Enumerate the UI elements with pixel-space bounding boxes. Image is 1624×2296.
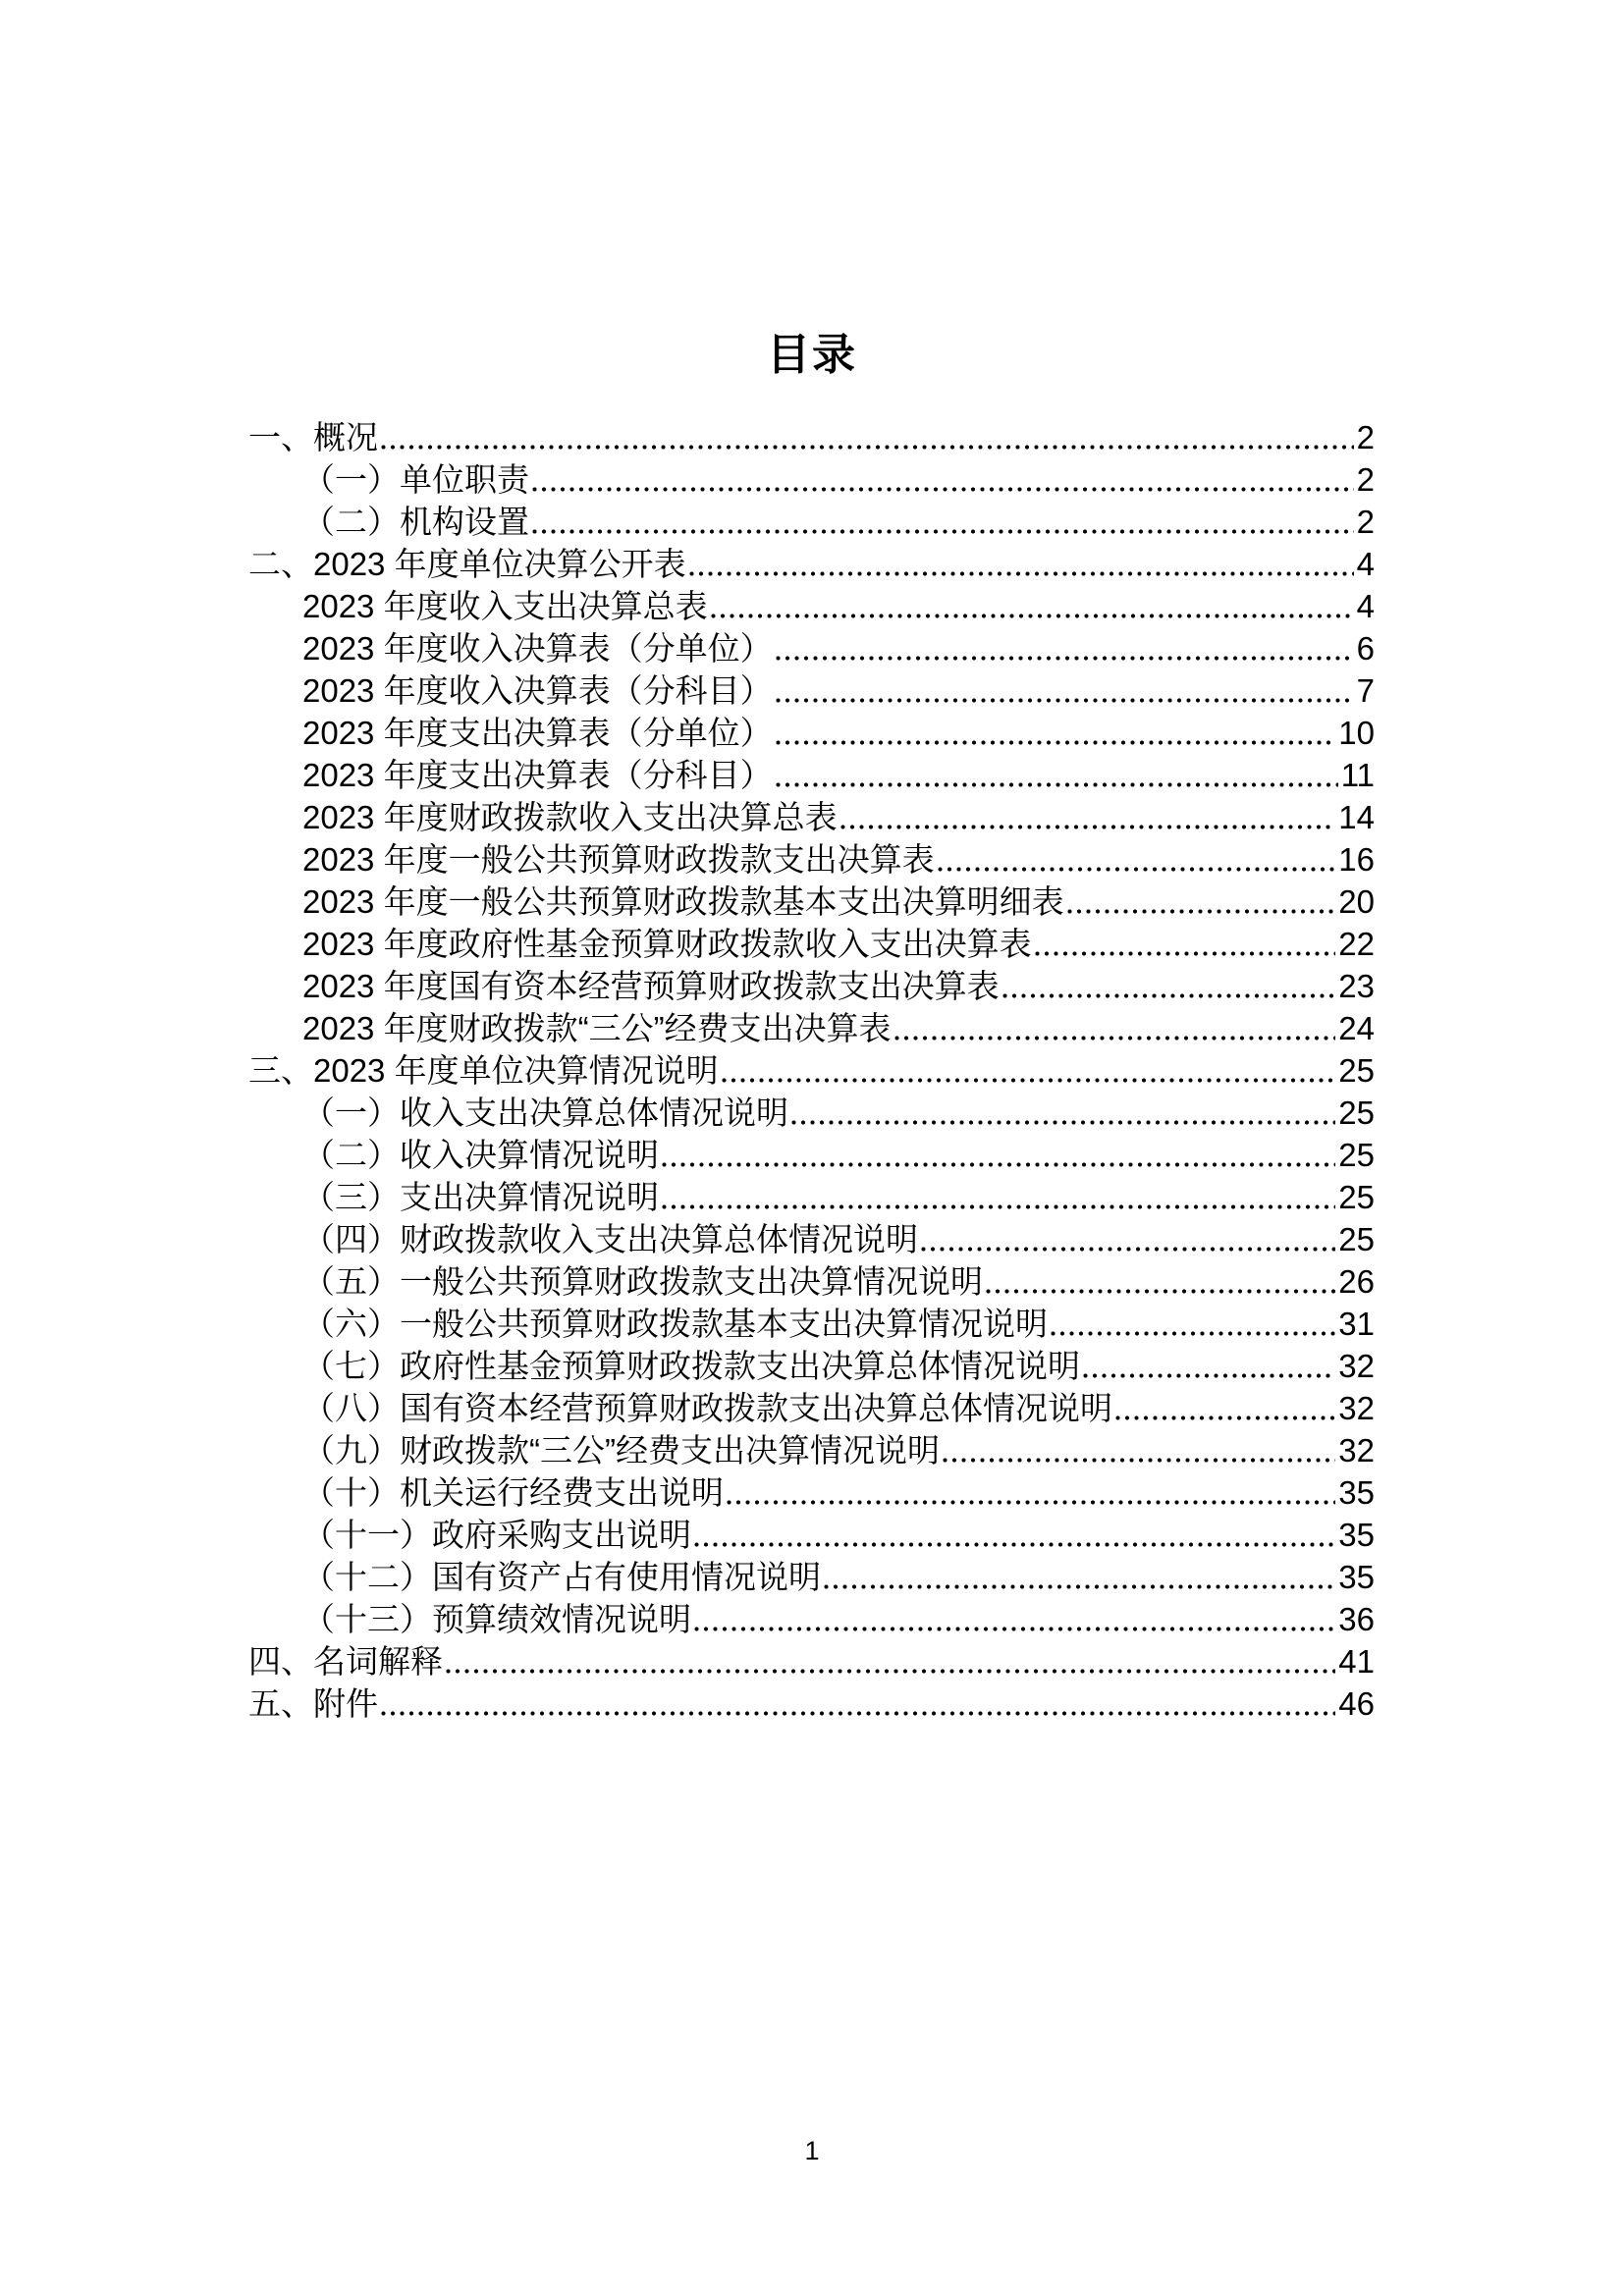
toc-dot-leader bbox=[1080, 1345, 1338, 1387]
toc-entry-page: 4 bbox=[1356, 588, 1375, 624]
toc-dot-leader bbox=[773, 627, 1357, 669]
toc-dot-leader bbox=[773, 712, 1339, 754]
toc-entry-label: 五、附件 bbox=[248, 1685, 378, 1722]
toc-dot-leader bbox=[724, 1471, 1338, 1514]
toc-entry-page: 25 bbox=[1338, 1095, 1375, 1131]
toc-entry[interactable] bbox=[248, 1092, 1375, 1134]
toc-dot-leader bbox=[918, 1218, 1338, 1260]
toc-entry[interactable] bbox=[248, 458, 1375, 501]
toc-entry[interactable] bbox=[248, 1598, 1375, 1640]
toc-entry-page: 4 bbox=[1356, 546, 1375, 582]
toc-entry-label: （九）财政拨款“三公”经费支出决算情况说明 bbox=[302, 1432, 940, 1468]
toc-entry-label: 二、2023 年度单位决算公开表 bbox=[248, 546, 686, 582]
toc-dot-leader bbox=[892, 1007, 1339, 1049]
toc-entry[interactable] bbox=[248, 754, 1375, 796]
toc-entry-page: 32 bbox=[1338, 1348, 1375, 1384]
toc-dot-leader bbox=[788, 1092, 1338, 1134]
toc-dot-leader bbox=[719, 1049, 1339, 1092]
toc-entry-label: 2023 年度政府性基金预算财政拨款收入支出决算表 bbox=[302, 926, 1032, 962]
toc-entry[interactable] bbox=[248, 1471, 1375, 1514]
toc-entry-page: 35 bbox=[1338, 1474, 1375, 1511]
toc-dot-leader bbox=[773, 754, 1341, 796]
toc-entry-label: （七）政府性基金预算财政拨款支出决算总体情况说明 bbox=[302, 1348, 1080, 1384]
toc-dot-leader bbox=[443, 1640, 1338, 1682]
toc-entry[interactable] bbox=[248, 1260, 1375, 1303]
toc-entry[interactable] bbox=[248, 1429, 1375, 1471]
toc-entry-label: 三、2023 年度单位决算情况说明 bbox=[248, 1052, 719, 1089]
toc-entry-page: 46 bbox=[1338, 1685, 1375, 1722]
toc-entry-label: （一）单位职责 bbox=[302, 461, 529, 498]
toc-entry[interactable] bbox=[248, 416, 1375, 458]
toc-entry-page: 36 bbox=[1338, 1601, 1375, 1637]
toc-entry-label: （四）财政拨款收入支出决算总体情况说明 bbox=[302, 1221, 918, 1257]
toc-entry[interactable] bbox=[248, 1134, 1375, 1176]
toc-entry[interactable] bbox=[248, 1176, 1375, 1218]
toc-dot-leader bbox=[659, 1134, 1338, 1176]
footer-page-number: 1 bbox=[804, 2136, 820, 2165]
toc-entry-page: 7 bbox=[1356, 672, 1375, 709]
toc-entry-page: 25 bbox=[1338, 1052, 1375, 1089]
toc-entry-label: 2023 年度收入决算表（分科目） bbox=[302, 672, 773, 709]
toc-entry-label: 2023 年度财政拨款收入支出决算总表 bbox=[302, 799, 838, 835]
toc-entry[interactable] bbox=[248, 1218, 1375, 1260]
toc-entry-page: 10 bbox=[1338, 715, 1375, 751]
toc-entry-page: 22 bbox=[1338, 926, 1375, 962]
toc-entry-label: 四、名词解释 bbox=[248, 1643, 443, 1680]
toc-dot-leader bbox=[378, 416, 1357, 458]
toc-entry[interactable] bbox=[248, 1303, 1375, 1345]
toc-dot-leader bbox=[691, 1598, 1338, 1640]
toc-entry-page: 32 bbox=[1338, 1432, 1375, 1468]
toc-entry-page: 14 bbox=[1338, 799, 1375, 835]
toc-entry-page: 2 bbox=[1356, 461, 1375, 498]
toc-entry-page: 24 bbox=[1338, 1010, 1375, 1046]
toc-entry-page: 16 bbox=[1338, 841, 1375, 878]
toc-entry[interactable] bbox=[248, 1556, 1375, 1598]
toc-entry-page: 32 bbox=[1338, 1390, 1375, 1426]
toc-entry-label: （八）国有资本经营预算财政拨款支出决算总体情况说明 bbox=[302, 1390, 1112, 1426]
toc-entry-page: 41 bbox=[1338, 1643, 1375, 1680]
toc-entry-page: 31 bbox=[1338, 1306, 1375, 1342]
toc-entry-page: 25 bbox=[1338, 1137, 1375, 1173]
toc-entry[interactable] bbox=[248, 501, 1375, 543]
toc-entry-label: （二）机构设置 bbox=[302, 504, 529, 540]
toc-entry-label: （五）一般公共预算财政拨款支出决算情况说明 bbox=[302, 1263, 983, 1300]
toc-entry-page: 2 bbox=[1356, 504, 1375, 540]
toc-entry-label: （十三）预算绩效情况说明 bbox=[302, 1601, 691, 1637]
toc-dot-leader bbox=[983, 1260, 1338, 1303]
toc-dot-leader bbox=[935, 838, 1339, 881]
toc-entry-page: 25 bbox=[1338, 1179, 1375, 1215]
toc-entry[interactable] bbox=[248, 1514, 1375, 1556]
toc-entry[interactable] bbox=[248, 881, 1375, 923]
toc-entry[interactable] bbox=[248, 1049, 1375, 1092]
toc-entry-label: （一）收入支出决算总体情况说明 bbox=[302, 1095, 788, 1131]
toc-entry-label: 2023 年度一般公共预算财政拨款基本支出决算明细表 bbox=[302, 883, 1064, 920]
toc-entry[interactable] bbox=[248, 838, 1375, 881]
toc-dot-leader bbox=[1000, 965, 1339, 1007]
toc-entry-label: 2023 年度收入支出决算总表 bbox=[302, 588, 708, 624]
toc-entry-label: 2023 年度支出决算表（分科目） bbox=[302, 757, 773, 793]
toc-dot-leader bbox=[838, 796, 1339, 838]
toc-entry[interactable] bbox=[248, 923, 1375, 965]
toc-dot-leader bbox=[708, 585, 1357, 627]
toc-entry[interactable] bbox=[248, 1387, 1375, 1429]
table-of-contents bbox=[248, 416, 1375, 1725]
toc-dot-leader bbox=[659, 1176, 1338, 1218]
toc-entry[interactable] bbox=[248, 1640, 1375, 1682]
toc-entry-label: 2023 年度支出决算表（分单位） bbox=[302, 715, 773, 751]
toc-entry-page: 35 bbox=[1338, 1559, 1375, 1595]
toc-entry-page: 23 bbox=[1338, 968, 1375, 1004]
toc-entry[interactable] bbox=[248, 627, 1375, 669]
toc-dot-leader bbox=[1032, 923, 1339, 965]
toc-entry[interactable] bbox=[248, 585, 1375, 627]
toc-dot-leader bbox=[1048, 1303, 1338, 1345]
toc-entry-label: （三）支出决算情况说明 bbox=[302, 1179, 659, 1215]
toc-entry-page: 6 bbox=[1356, 630, 1375, 667]
toc-dot-leader bbox=[691, 1514, 1338, 1556]
toc-entry[interactable] bbox=[248, 1345, 1375, 1387]
toc-entry-label: 2023 年度国有资本经营预算财政拨款支出决算表 bbox=[302, 968, 1000, 1004]
toc-entry[interactable] bbox=[248, 543, 1375, 585]
toc-dot-leader bbox=[821, 1556, 1338, 1598]
toc-entry-label: （二）收入决算情况说明 bbox=[302, 1137, 659, 1173]
toc-dot-leader bbox=[1064, 881, 1339, 923]
toc-dot-leader bbox=[529, 458, 1357, 501]
toc-entry-label: （十）机关运行经费支出说明 bbox=[302, 1474, 724, 1511]
toc-dot-leader bbox=[940, 1429, 1338, 1471]
toc-entry[interactable] bbox=[248, 712, 1375, 754]
toc-dot-leader bbox=[686, 543, 1357, 585]
toc-entry[interactable] bbox=[248, 1007, 1375, 1049]
toc-entry-page: 2 bbox=[1356, 419, 1375, 455]
toc-dot-leader bbox=[529, 501, 1357, 543]
toc-entry-page: 25 bbox=[1338, 1221, 1375, 1257]
toc-entry-label: 2023 年度财政拨款“三公”经费支出决算表 bbox=[302, 1010, 892, 1046]
toc-entry-label: 一、概况 bbox=[248, 419, 378, 455]
toc-entry-label: 2023 年度一般公共预算财政拨款支出决算表 bbox=[302, 841, 935, 878]
toc-entry[interactable] bbox=[248, 669, 1375, 712]
toc-entry[interactable] bbox=[248, 796, 1375, 838]
toc-entry-page: 35 bbox=[1338, 1517, 1375, 1553]
toc-entry[interactable] bbox=[248, 965, 1375, 1007]
toc-entry-label: （十一）政府采购支出说明 bbox=[302, 1517, 691, 1553]
toc-entry-page: 11 bbox=[1340, 757, 1375, 793]
toc-entry-label: 2023 年度收入决算表（分单位） bbox=[302, 630, 773, 667]
toc-dot-leader bbox=[378, 1682, 1338, 1725]
toc-entry-page: 20 bbox=[1338, 883, 1375, 920]
toc-dot-leader bbox=[773, 669, 1357, 712]
toc-entry[interactable] bbox=[248, 1682, 1375, 1725]
toc-dot-leader bbox=[1112, 1387, 1338, 1429]
page-title: 目录 bbox=[767, 331, 857, 379]
toc-entry-label: （六）一般公共预算财政拨款基本支出决算情况说明 bbox=[302, 1306, 1048, 1342]
toc-entry-label: （十二）国有资产占有使用情况说明 bbox=[302, 1559, 821, 1595]
toc-entry-page: 26 bbox=[1338, 1263, 1375, 1300]
